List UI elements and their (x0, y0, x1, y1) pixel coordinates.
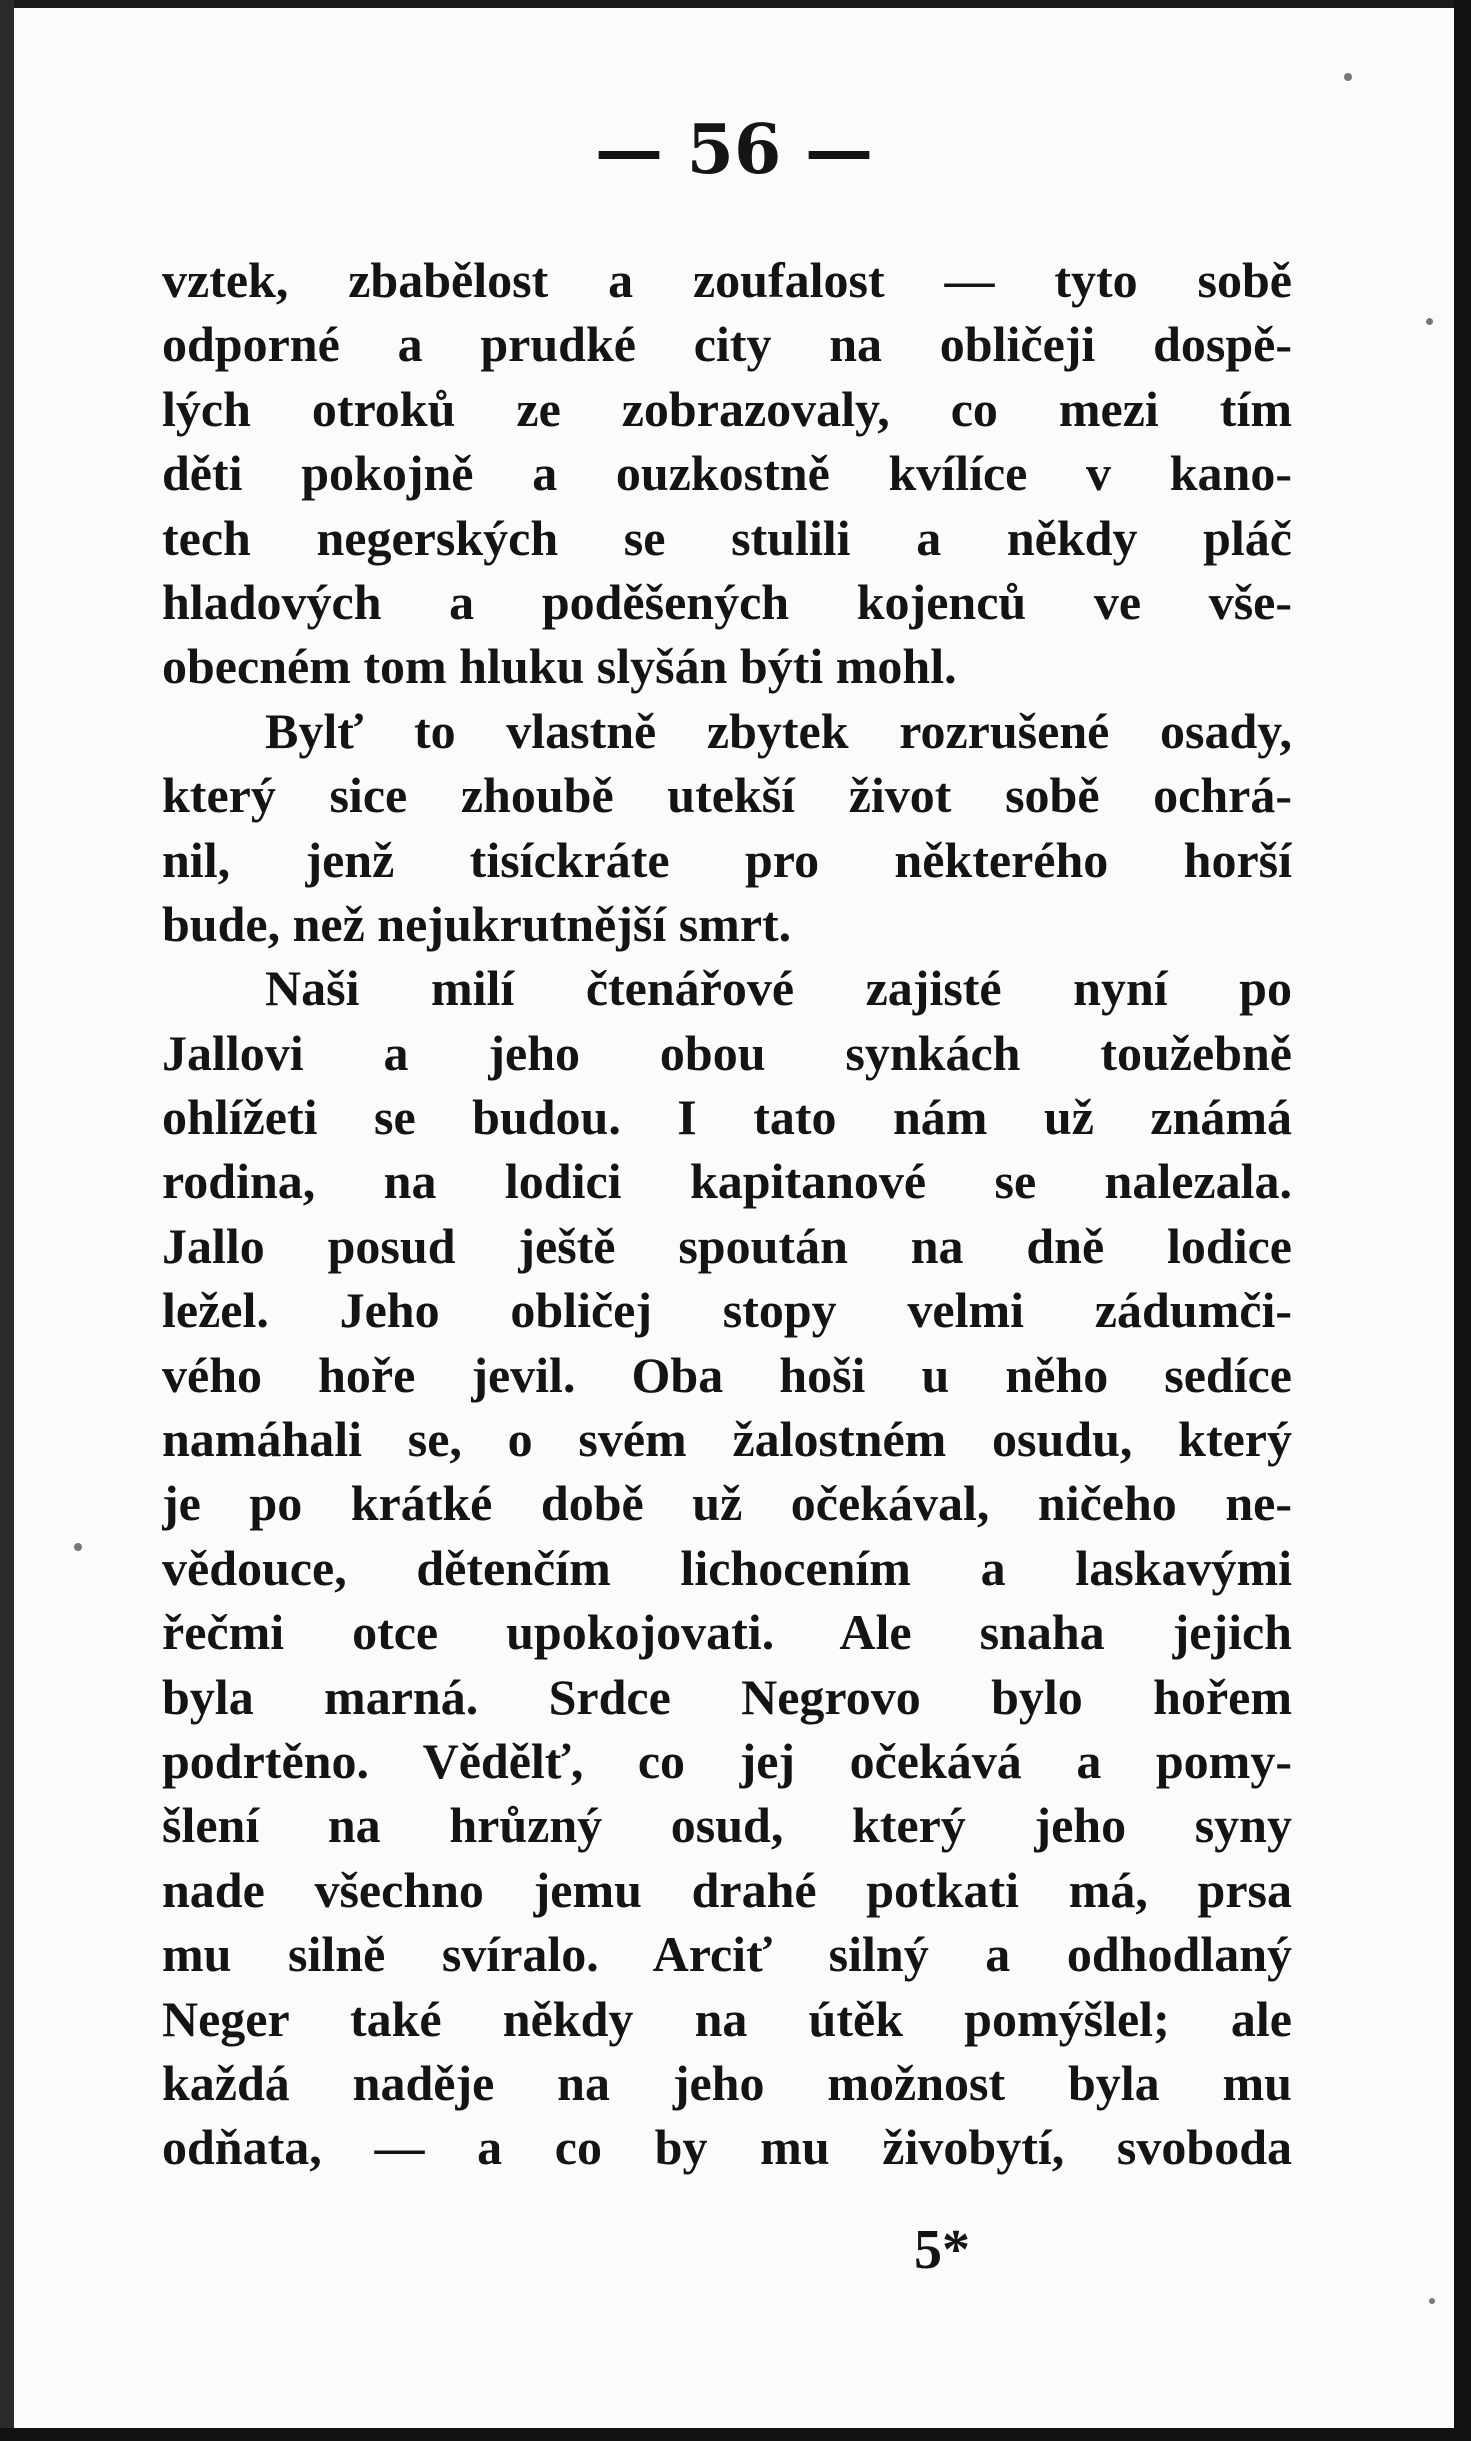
text-line: Naši milí čtenářové zajisté nyní po (265, 960, 1292, 1017)
scan-edge-left (0, 0, 14, 2441)
text-line: nil, jenž tisíckráte pro některého horší (162, 831, 1292, 888)
text-line: bude, než nejukrutnější smrt. (162, 895, 792, 952)
text-line: tech negerských se stulili a někdy pláč (162, 509, 1292, 566)
text-line: obecném tom hluku slyšán býti mohl. (162, 638, 957, 695)
text-line: je po krátké době už očekával, ničeho ne- (162, 1475, 1292, 1532)
text-line: vědouce, dětenčím lichocením a laskavými (162, 1539, 1292, 1596)
text-line: řečmi otce upokojovati. Ale snaha jejich (162, 1604, 1292, 1661)
text-line: který sice zhoubě utekší život sobě ochrá- (162, 767, 1292, 824)
text-line: každá naděje na jeho možnost byla mu (162, 2054, 1292, 2111)
text-line: vztek, zbabělost a zoufalost — tyto sobě (162, 252, 1292, 308)
signature-mark: 5* (914, 2219, 970, 2281)
text-line: ležel. Jeho obličej stopy velmi zádumči- (162, 1282, 1292, 1339)
scan-edge-bottom (0, 2428, 1471, 2441)
scan-edge-right (1454, 0, 1471, 2441)
text-line: rodina, na lodici kapitanové se nalezala. (162, 1153, 1292, 1210)
text-line: vého hoře jevil. Oba hoši u něho sedíce (162, 1346, 1292, 1403)
speck (1344, 73, 1352, 81)
text-line: podrtěno. Vědělť, co jej očekává a pomy- (162, 1732, 1292, 1789)
text-line: ohlížeti se budou. I tato nám už známá (162, 1089, 1292, 1146)
text-line: hladových a poděšených kojenců ve vše- (162, 573, 1292, 630)
text-line: Jallovi a jeho obou synkách toužebně (162, 1024, 1292, 1081)
text-line: šlení na hrůzný osud, který jeho syny (162, 1797, 1292, 1854)
text-line: Bylť to vlastně zbytek rozrušené osady, (265, 702, 1292, 759)
body-text (162, 248, 1292, 2180)
page-number: — 56 — (595, 110, 873, 190)
text-line: Neger také někdy na útěk pomýšlel; ale (162, 1990, 1292, 2047)
text-line: děti pokojně a ouzkostně kvílíce v kano- (162, 445, 1292, 502)
text-line: Jallo posud ještě spoután na dně lodice (162, 1217, 1292, 1274)
text-line: namáhali se, o svém žalostném osudu, který (162, 1411, 1292, 1468)
text-line: odporné a prudké city na obličeji dospě- (162, 316, 1292, 373)
speck (74, 1543, 82, 1551)
text-line: odňata, — a co by mu živobytí, svoboda (162, 2119, 1292, 2176)
text-line: byla marná. Srdce Negrovo bylo hořem (162, 1668, 1292, 1725)
speck (1426, 318, 1433, 325)
speck (1429, 2298, 1435, 2304)
text-line: mu silně svíralo. Arciť silný a odhodlaný (162, 1926, 1292, 1983)
text-line: nade všechno jemu drahé potkati má, prsa (162, 1861, 1292, 1918)
book-page (14, 8, 1454, 2428)
text-line: lých otroků ze zobrazovaly, co mezi tím (162, 380, 1292, 437)
